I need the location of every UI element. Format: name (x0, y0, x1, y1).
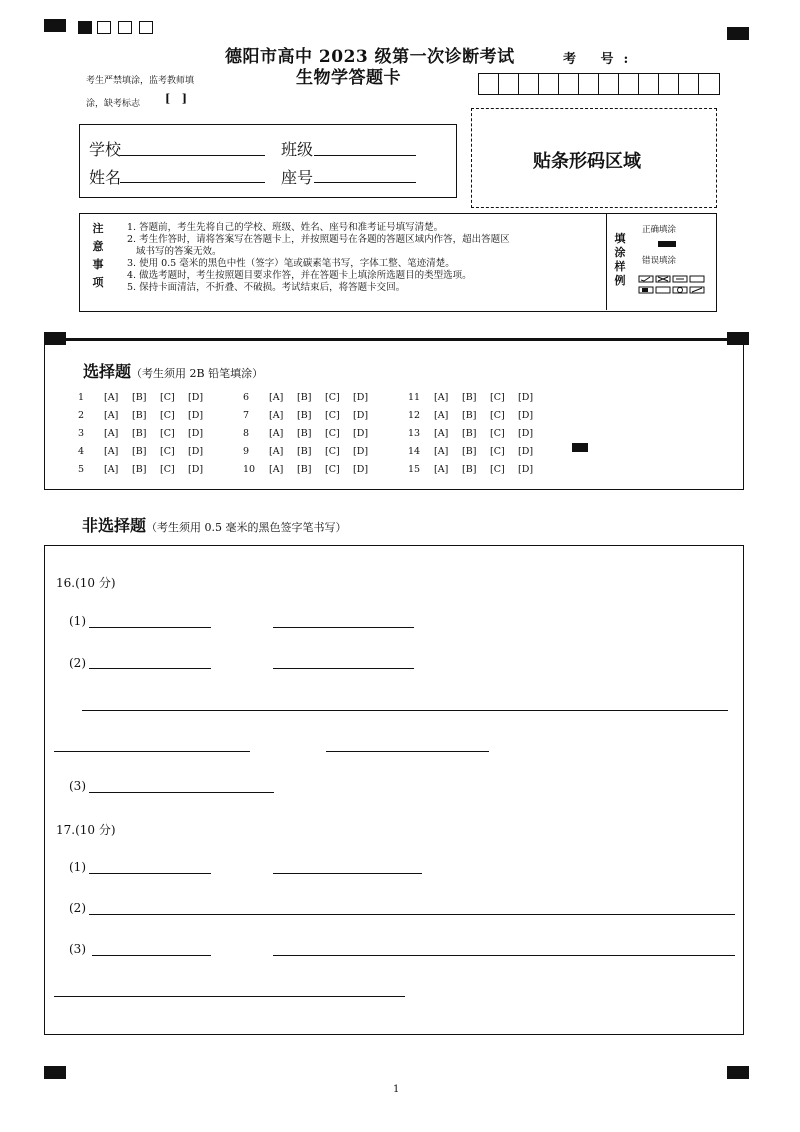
answer-bubble[interactable]: [A] (269, 427, 284, 439)
answer-bubble[interactable]: [B] (297, 409, 312, 421)
mc-question-row (243, 408, 381, 422)
answer-bubble[interactable]: [B] (297, 427, 312, 439)
instructions-box (79, 213, 717, 312)
answer-bubble[interactable]: [A] (104, 409, 119, 421)
answer-bubble[interactable]: [A] (269, 445, 284, 457)
mc-question-row (78, 462, 216, 476)
answer-bubble[interactable]: [C] (490, 427, 505, 439)
answer-bubble[interactable]: [A] (434, 409, 449, 421)
q17-part3-answer-a[interactable] (92, 955, 211, 956)
mc-question-row (408, 408, 546, 422)
mc-question-row (78, 444, 216, 458)
answer-bubble[interactable]: [D] (353, 463, 369, 475)
answer-bubble[interactable]: [B] (297, 391, 312, 403)
mc-question-number: 9 (243, 445, 250, 457)
answer-bubble[interactable]: [C] (490, 409, 505, 421)
mc-question-number: 12 (408, 409, 421, 421)
multiple-choice-section (44, 340, 744, 490)
absent-checkbox[interactable]: [ ] (165, 92, 187, 105)
correct-fill-label: 正确填涂 (642, 225, 677, 235)
answer-bubble[interactable]: [C] (490, 463, 505, 475)
answer-bubble[interactable]: [D] (353, 391, 369, 403)
answer-bubble[interactable]: [D] (518, 463, 534, 475)
registration-mark-top-left (44, 19, 66, 32)
answer-bubble[interactable]: [D] (188, 427, 204, 439)
mc-question-number: 11 (408, 391, 421, 403)
class-label: 班级 (281, 140, 314, 159)
school-field[interactable] (120, 155, 265, 156)
answer-bubble[interactable]: [C] (490, 391, 505, 403)
mc-question-number: 7 (243, 409, 250, 421)
q16-part2-answer-d[interactable] (54, 751, 250, 752)
instructions-list (127, 222, 510, 294)
answer-bubble[interactable]: [B] (462, 427, 477, 439)
q17-part1-answer-a[interactable] (89, 873, 211, 874)
student-info-box (79, 124, 457, 198)
answer-bubble[interactable]: [A] (434, 445, 449, 457)
answer-bubble[interactable]: [B] (462, 445, 477, 457)
timing-square (118, 21, 132, 34)
answer-bubble[interactable]: [C] (325, 427, 340, 439)
fill-example-divider (606, 214, 607, 310)
absent-notice-line2: 涂，缺考标志 (86, 99, 141, 109)
answer-bubble[interactable]: [A] (104, 445, 119, 457)
absent-notice-line1: 考生严禁填涂，监考教师填 (86, 76, 195, 86)
barcode-area (471, 108, 717, 208)
mc-question-row (78, 426, 216, 440)
name-field[interactable] (120, 182, 265, 183)
wrong-fill-samples-icon (638, 275, 706, 301)
q17-part3-label: (3) (69, 942, 86, 956)
mc-question-number: 6 (243, 391, 250, 403)
question-16-label: 16.(10 分) (56, 576, 116, 590)
instruction-line: 1. 答题前，考生先将自己的学校、班级、姓名、座号和准考证号填写清楚。 (127, 222, 444, 233)
answer-bubble[interactable]: [B] (462, 409, 477, 421)
answer-bubble[interactable]: [C] (325, 391, 340, 403)
q16-part2-answer-b[interactable] (273, 668, 414, 669)
answer-bubble[interactable]: [D] (353, 445, 369, 457)
seat-label: 座号 (281, 168, 314, 187)
timing-square (139, 21, 153, 34)
mc-question-row (408, 462, 546, 476)
mc-question-row (243, 390, 381, 404)
fill-example-heading: 填 涂 样 例 (614, 232, 626, 287)
instruction-line: 2. 考生作答时，请将答案写在答题卡上，并按照题号在各题的答题区域内作答，超出答题区 (127, 234, 510, 245)
answer-bubble[interactable]: [A] (434, 391, 449, 403)
answer-bubble[interactable]: [A] (104, 427, 119, 439)
exam-number-boxes[interactable] (478, 73, 720, 95)
answer-bubble[interactable]: [D] (518, 391, 534, 403)
q17-part1-label: (1) (69, 860, 86, 874)
registration-mark-top-right (727, 27, 749, 40)
question-17-label: 17.(10 分) (56, 823, 116, 837)
mc-question-number: 14 (408, 445, 421, 457)
class-field[interactable] (314, 155, 416, 156)
answer-bubble[interactable]: [A] (269, 463, 284, 475)
answer-bubble[interactable]: [A] (269, 391, 284, 403)
timing-mark (572, 443, 588, 452)
q16-part1-answer-a[interactable] (89, 627, 211, 628)
exam-title: 德阳市高中 2023 级第一次诊断考试 (225, 47, 515, 67)
q17-part2-label: (2) (69, 901, 86, 915)
q16-part1-label: (1) (69, 614, 86, 628)
answer-bubble[interactable]: [B] (462, 463, 477, 475)
instruction-line: 3. 使用 0.5 毫米的黑色中性（签字）笔或碳素笔书写，字体工整、笔迹清楚。 (127, 258, 455, 269)
mc-question-row (243, 462, 381, 476)
correct-fill-sample-icon (658, 241, 676, 247)
q17-part3-answer-b[interactable] (273, 955, 735, 956)
answer-bubble[interactable]: [B] (132, 463, 147, 475)
answer-bubble[interactable]: [B] (462, 391, 477, 403)
answer-bubble[interactable]: [A] (104, 391, 119, 403)
school-label: 学校 (89, 140, 122, 159)
answer-bubble[interactable]: [C] (160, 409, 175, 421)
exam-subtitle: 生物学答题卡 (296, 68, 401, 88)
registration-mark-bottom-left (44, 1066, 66, 1079)
seat-field[interactable] (314, 182, 416, 183)
mc-question-row (408, 444, 546, 458)
answer-bubble[interactable]: [B] (297, 463, 312, 475)
answer-bubble[interactable]: [A] (104, 463, 119, 475)
name-label: 姓名 (89, 168, 122, 187)
mc-question-number: 2 (78, 409, 85, 421)
answer-bubble[interactable]: [B] (132, 391, 147, 403)
q17-part3-answer-c[interactable] (54, 996, 405, 997)
registration-mark-top-left-2 (78, 21, 92, 34)
answer-bubble[interactable]: [C] (160, 445, 175, 457)
instructions-heading: 注 意 事 项 (92, 222, 104, 289)
answer-bubble[interactable]: [D] (188, 463, 204, 475)
mc-question-number: 15 (408, 463, 421, 475)
answer-bubble[interactable]: [B] (132, 427, 147, 439)
mc-question-number: 1 (78, 391, 85, 403)
answer-bubble[interactable]: [C] (160, 391, 175, 403)
instruction-line: 5. 保持卡面清洁，不折叠、不破损。考试结束后，将答题卡交回。 (127, 282, 406, 293)
free-response-title: 非选择题（考生须用 0.5 毫米的黑色签字笔书写） (82, 516, 347, 535)
answer-bubble[interactable]: [C] (160, 427, 175, 439)
mc-question-number: 8 (243, 427, 250, 439)
answer-bubble[interactable]: [C] (325, 409, 340, 421)
answer-bubble[interactable]: [B] (132, 445, 147, 457)
q17-part1-answer-b[interactable] (273, 873, 422, 874)
answer-bubble[interactable]: [C] (325, 445, 340, 457)
answer-bubble[interactable]: [D] (518, 409, 534, 421)
instruction-line: 4. 做选考题时，考生按照题目要求作答，并在答题卡上填涂所选题目的类型选项。 (127, 270, 472, 281)
free-response-section (44, 545, 744, 1035)
answer-bubble[interactable]: [D] (188, 391, 204, 403)
q16-part2-answer-c[interactable] (82, 710, 728, 711)
q16-part1-answer-b[interactable] (273, 627, 414, 628)
answer-bubble[interactable]: [C] (325, 463, 340, 475)
timing-square (97, 21, 111, 34)
mc-question-row (243, 444, 381, 458)
registration-mark-bottom-right (727, 1066, 749, 1079)
mc-question-number: 13 (408, 427, 421, 439)
mc-question-number: 10 (243, 463, 256, 475)
answer-bubble[interactable]: [D] (188, 409, 204, 421)
q16-part2-answer-a[interactable] (89, 668, 211, 669)
answer-bubble[interactable]: [B] (132, 409, 147, 421)
answer-bubble[interactable]: [B] (297, 445, 312, 457)
wrong-fill-label: 错误填涂 (642, 256, 677, 266)
q16-part3-label: (3) (69, 779, 86, 793)
q16-part2-label: (2) (69, 656, 86, 670)
mc-question-row (408, 390, 546, 404)
mc-question-row (408, 426, 546, 440)
mc-question-number: 3 (78, 427, 85, 439)
mc-question-number: 5 (78, 463, 85, 475)
q16-part3-answer[interactable] (89, 792, 274, 793)
mc-question-row (243, 426, 381, 440)
answer-bubble[interactable]: [A] (434, 463, 449, 475)
answer-bubble[interactable]: [A] (269, 409, 284, 421)
mc-question-row (78, 408, 216, 422)
exam-number-label: 考 号: (563, 52, 639, 67)
multiple-choice-title: 选择题（考生须用 2B 铅笔填涂） (83, 362, 264, 381)
answer-bubble[interactable]: [D] (353, 427, 369, 439)
mc-question-number: 4 (78, 445, 85, 457)
answer-bubble[interactable]: [D] (353, 409, 369, 421)
answer-bubble[interactable]: [D] (188, 445, 204, 457)
page-number: 1 (393, 1084, 400, 1095)
answer-bubble[interactable]: [D] (518, 427, 534, 439)
answer-bubble[interactable]: [C] (490, 445, 505, 457)
barcode-label: 贴条形码区域 (533, 151, 641, 172)
mc-question-row (78, 390, 216, 404)
answer-bubble[interactable]: [D] (518, 445, 534, 457)
instruction-line: 域书写的答案无效。 (127, 246, 222, 257)
answer-bubble[interactable]: [A] (434, 427, 449, 439)
answer-bubble[interactable]: [C] (160, 463, 175, 475)
q17-part2-answer[interactable] (89, 914, 735, 915)
q16-part2-answer-e[interactable] (326, 751, 489, 752)
